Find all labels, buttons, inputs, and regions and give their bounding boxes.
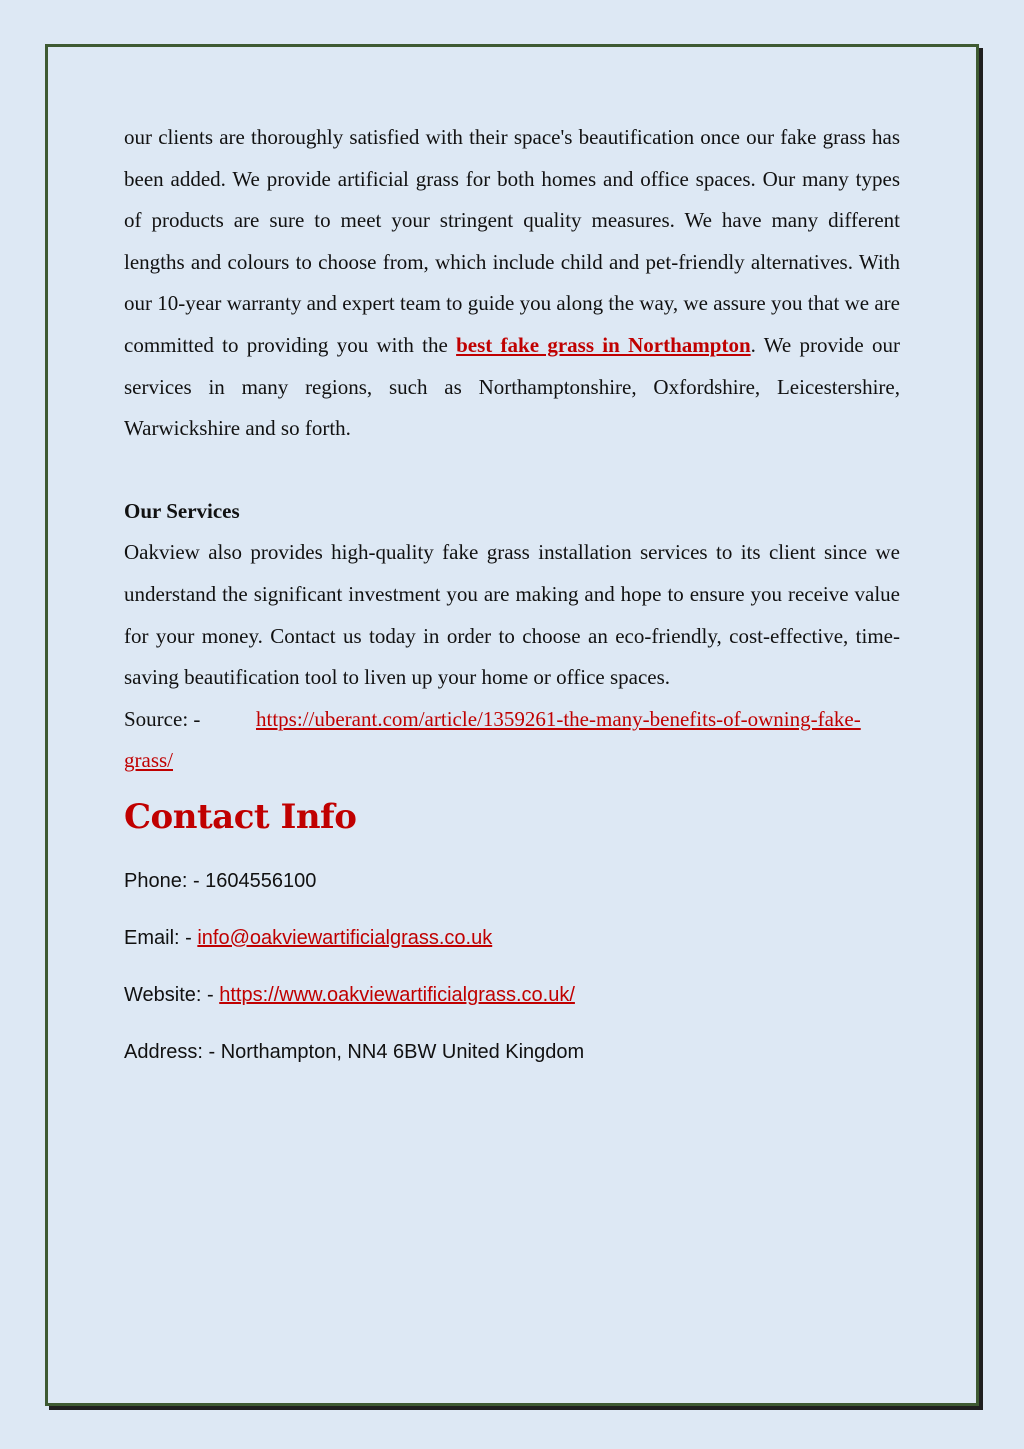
intro-paragraph (124, 117, 900, 450)
phone-label: Phone: - (124, 869, 206, 892)
source-link[interactable]: https://uberant.com/article/1359261-the-many-benefits-of-owning-fake-grass/ (124, 706, 861, 773)
phone-value: 1604556100 (205, 869, 317, 892)
line-spacer (124, 951, 900, 982)
contact-spacer (124, 838, 900, 868)
email-link[interactable]: info@oakviewartificialgrass.co.uk (197, 926, 493, 949)
paragraph-spacer (124, 450, 900, 491)
website-line (124, 982, 900, 1008)
email-label: Email: - (124, 926, 198, 949)
email-line (124, 925, 900, 951)
services-paragraph: Oakview also provides high-quality fake grass installation services to its client since we understand the significant investment you are making and hope to ensure you receive value for your money. Contact us today in order to choose an eco-friendly, cost-effective, time-saving beautification tool to liven up your home or office spaces. (124, 540, 900, 690)
contact-info-heading: Contact Info (124, 796, 357, 837)
address-line (124, 1039, 900, 1065)
source-label: Source: - (124, 706, 201, 731)
phone-line (124, 868, 900, 894)
address-label: Address: - (124, 1040, 221, 1063)
website-link[interactable]: https://www.oakviewartificialgrass.co.uk/ (219, 983, 575, 1006)
intro-text-after-link: . We provide our services in many regions, such as Northamptonshire, Oxfordshire, Leicestershire, Warwickshire and so forth. (124, 332, 900, 441)
document-content (124, 117, 900, 1065)
line-spacer (124, 1008, 900, 1039)
line-spacer (124, 894, 900, 925)
services-heading: Our Services (124, 498, 240, 523)
best-fake-grass-link[interactable]: best fake grass in Northampton (456, 332, 751, 357)
source-line (124, 699, 900, 782)
address-value: Northampton, NN4 6BW United Kingdom (220, 1040, 585, 1063)
website-label: Website: - (124, 983, 220, 1006)
intro-text-before-link: our clients are thoroughly satisfied with their space's beautification once our fake grass has been added. We provide artificial grass for both homes and office spaces. Our many types of products are sure to meet your stringent quality measures. We have many different lengths and colours to choose from, which include child and pet-friendly alternatives. With our 10-year warranty and expert team to guide you along the way, we assure you that we are committed to providing you with the (124, 125, 900, 357)
